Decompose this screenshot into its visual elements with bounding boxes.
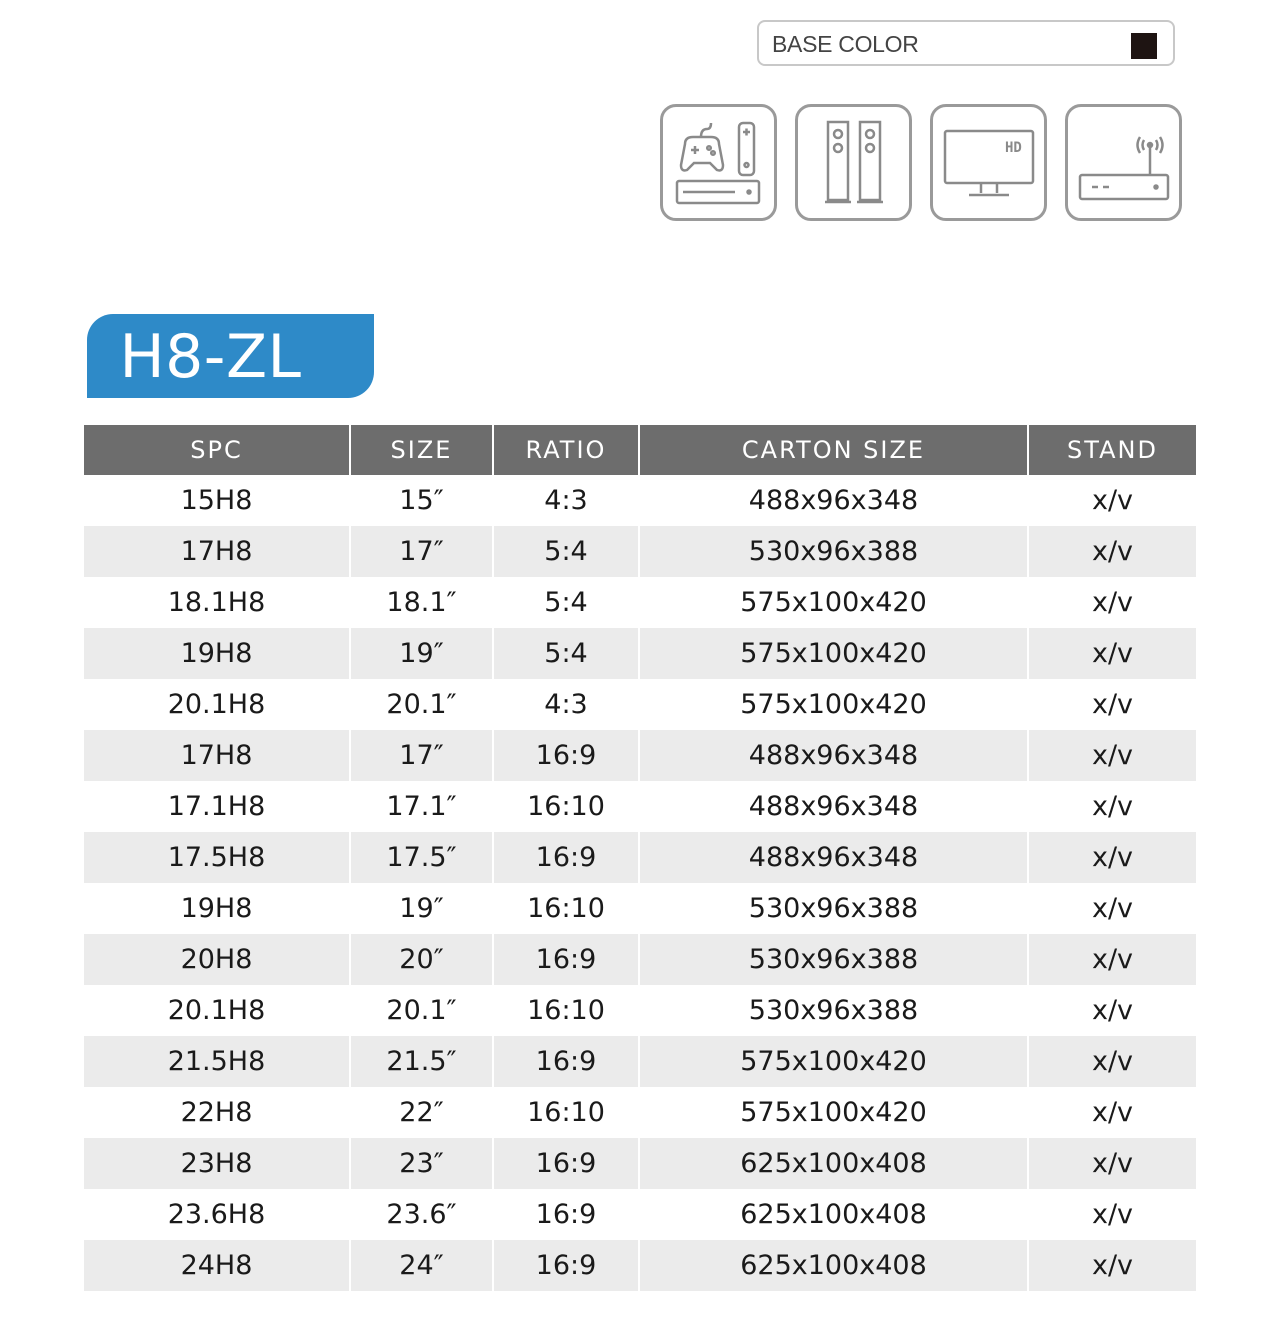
cell-stand: x/v xyxy=(1091,485,1134,516)
table-row xyxy=(84,1138,1196,1189)
cell-spc: 17H8 xyxy=(84,730,350,781)
cell-spc: 20.1H8 xyxy=(84,985,350,1036)
cell-size: 24″ xyxy=(350,1240,493,1291)
cell-ratio: 5:4 xyxy=(493,628,639,679)
cell-carton-size: 530x96x388 xyxy=(639,883,1028,934)
cell-ratio: 16:9 xyxy=(493,832,639,883)
cell-spc: 15H8 xyxy=(84,475,350,526)
cell-ratio: 16:9 xyxy=(493,1240,639,1291)
cell-stand: x/v xyxy=(1091,587,1134,618)
table-row xyxy=(84,730,1196,781)
cell-carton-size: 575x100x420 xyxy=(639,1036,1028,1087)
cell-stand: x/v xyxy=(1091,689,1134,720)
cell-size: 18.1″ xyxy=(350,577,493,628)
cell-carton-size: 575x100x420 xyxy=(639,1087,1028,1138)
cell-carton-size: 530x96x388 xyxy=(639,526,1028,577)
table-row xyxy=(84,526,1196,577)
cell-spc: 17.1H8 xyxy=(84,781,350,832)
cell-stand: x/v xyxy=(1028,526,1196,577)
cell-stand: x/v xyxy=(1091,893,1134,924)
cell-ratio: 16:9 xyxy=(493,1138,639,1189)
application-icons xyxy=(660,104,1185,224)
column-header-carton-size: CARTON SIZE xyxy=(639,425,1028,475)
table-row xyxy=(84,1189,1196,1240)
cell-spc: 20.1H8 xyxy=(84,679,350,730)
table-row xyxy=(84,832,1196,883)
cell-size: 23.6″ xyxy=(350,1189,493,1240)
column-header-spc: SPC xyxy=(84,425,350,475)
cell-size: 17″ xyxy=(350,526,493,577)
table-row xyxy=(84,985,1196,1036)
cell-ratio: 16:10 xyxy=(493,883,639,934)
hd-monitor-icon xyxy=(930,104,1047,221)
cell-spc: 24H8 xyxy=(84,1240,350,1291)
cell-carton-size: 575x100x420 xyxy=(639,628,1028,679)
table-row xyxy=(84,781,1196,832)
cell-ratio: 16:10 xyxy=(493,985,639,1036)
model-title-tab xyxy=(87,314,374,398)
cell-size: 21.5″ xyxy=(350,1036,493,1087)
cell-ratio: 16:9 xyxy=(493,730,639,781)
cell-carton-size: 625x100x408 xyxy=(639,1240,1028,1291)
cell-size: 15″ xyxy=(350,475,493,526)
table-row xyxy=(84,1240,1196,1291)
base-color-selector xyxy=(757,20,1175,66)
cell-ratio: 5:4 xyxy=(493,577,639,628)
cell-ratio: 4:3 xyxy=(493,679,639,730)
cell-size: 22″ xyxy=(350,1087,493,1138)
cell-ratio: 16:10 xyxy=(493,781,639,832)
base-color-swatch xyxy=(1131,33,1157,59)
column-header-stand: STAND xyxy=(1028,425,1196,475)
cell-ratio: 4:3 xyxy=(493,475,639,526)
cell-stand: x/v xyxy=(1028,934,1196,985)
cell-size: 19″ xyxy=(350,883,493,934)
cell-carton-size: 488x96x348 xyxy=(639,832,1028,883)
cell-spc: 17.5H8 xyxy=(84,832,350,883)
base-color-label: BASE COLOR xyxy=(772,31,919,57)
cell-ratio: 5:4 xyxy=(493,526,639,577)
cell-ratio: 16:9 xyxy=(493,1189,639,1240)
cell-stand: x/v xyxy=(1028,628,1196,679)
table-row xyxy=(84,1036,1196,1087)
cell-stand: x/v xyxy=(1091,1199,1134,1230)
cell-carton-size: 488x96x348 xyxy=(639,475,1028,526)
cell-spc: 17H8 xyxy=(84,526,350,577)
cell-spc: 18.1H8 xyxy=(84,577,350,628)
cell-spc: 19H8 xyxy=(84,628,350,679)
cell-size: 19″ xyxy=(350,628,493,679)
cell-carton-size: 530x96x388 xyxy=(639,934,1028,985)
cell-ratio: 16:9 xyxy=(493,1036,639,1087)
cell-spc: 23H8 xyxy=(84,1138,350,1189)
cell-size: 20.1″ xyxy=(350,679,493,730)
cell-spc: 22H8 xyxy=(84,1087,350,1138)
cell-size: 23″ xyxy=(350,1138,493,1189)
cell-stand: x/v xyxy=(1028,1240,1196,1291)
cell-carton-size: 625x100x408 xyxy=(639,1189,1028,1240)
cell-spc: 19H8 xyxy=(84,883,350,934)
table-header-row xyxy=(84,425,1196,475)
table-row xyxy=(84,679,1196,730)
cell-stand: x/v xyxy=(1028,1036,1196,1087)
cell-spc: 21.5H8 xyxy=(84,1036,350,1087)
table-row xyxy=(84,883,1196,934)
table-row xyxy=(84,475,1196,526)
cell-spc: 23.6H8 xyxy=(84,1189,350,1240)
model-title: H8-ZL xyxy=(119,322,302,392)
wifi-router-icon xyxy=(1065,104,1182,221)
cell-carton-size: 488x96x348 xyxy=(639,781,1028,832)
cell-stand: x/v xyxy=(1028,730,1196,781)
cell-stand: x/v xyxy=(1028,1138,1196,1189)
cell-size: 17.1″ xyxy=(350,781,493,832)
cell-stand: x/v xyxy=(1091,995,1134,1026)
cell-ratio: 16:10 xyxy=(493,1087,639,1138)
cell-ratio: 16:9 xyxy=(493,934,639,985)
cell-size: 17″ xyxy=(350,730,493,781)
cell-spc: 20H8 xyxy=(84,934,350,985)
cell-carton-size: 575x100x420 xyxy=(639,577,1028,628)
cell-carton-size: 530x96x388 xyxy=(639,985,1028,1036)
table-body xyxy=(84,475,1196,1291)
cell-stand: x/v xyxy=(1091,791,1134,822)
cell-carton-size: 488x96x348 xyxy=(639,730,1028,781)
cell-carton-size: 625x100x408 xyxy=(639,1138,1028,1189)
cell-size: 20″ xyxy=(350,934,493,985)
table-row xyxy=(84,1087,1196,1138)
table-row xyxy=(84,934,1196,985)
spec-table xyxy=(84,425,1196,1291)
table-row xyxy=(84,577,1196,628)
game-console-icon xyxy=(660,104,777,221)
cell-stand: x/v xyxy=(1028,832,1196,883)
hd-icon-text: HD xyxy=(1005,140,1022,156)
cell-carton-size: 575x100x420 xyxy=(639,679,1028,730)
speakers-icon xyxy=(795,104,912,221)
cell-size: 17.5″ xyxy=(350,832,493,883)
column-header-size: SIZE xyxy=(350,425,493,475)
table-row xyxy=(84,628,1196,679)
column-header-ratio: RATIO xyxy=(493,425,639,475)
cell-size: 20.1″ xyxy=(350,985,493,1036)
cell-stand: x/v xyxy=(1091,1097,1134,1128)
